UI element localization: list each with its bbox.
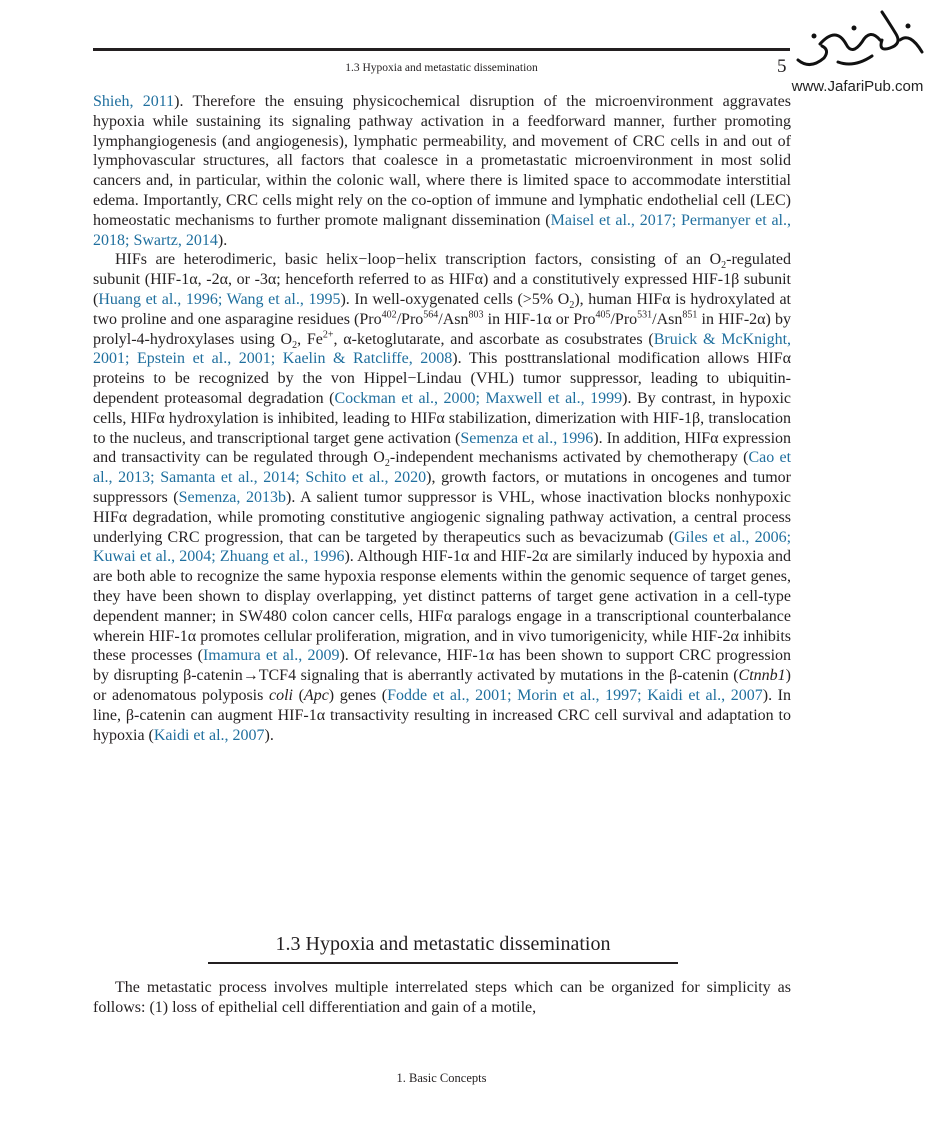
subscript: 2 <box>384 458 390 470</box>
text-run: ), growth factors, or mutations in oncogenes and tumor suppressors ( <box>93 469 792 506</box>
watermark-url: www.JafariPub.com <box>791 78 924 95</box>
citation-link[interactable]: Cockman et al., 2000; Maxwell et al., 1999 <box>334 389 623 407</box>
superscript: 564 <box>423 309 439 321</box>
text-run: ). <box>264 726 274 744</box>
page-footer: 1. Basic Concepts <box>396 1071 487 1085</box>
citation-link[interactable]: Semenza, 2013b <box>178 488 287 506</box>
citation-link[interactable]: Cao et al., 2013; Samanta et al., 2014; Schito et al., 2020 <box>93 449 792 487</box>
text-run: ). In line, β-catenin can augment HIF-1α transactivity resulting in increased CRC cell survival and adaptation to hypoxia ( <box>93 686 792 744</box>
text-run: ) genes ( <box>328 686 388 704</box>
citation-link[interactable]: Huang et al., 1996; Wang et al., 1995 <box>98 290 341 308</box>
citation-link[interactable]: Bruick & McKnight, 2001; Epstein et al., 2001; Kaelin & Ratcliffe, 2008 <box>93 330 792 368</box>
superscript: 405 <box>595 309 611 321</box>
text-run: -independent mechanisms activated by chemotherapy ( <box>389 449 749 467</box>
text-run: ). Of relevance, HIF-1α has been shown to support CRC progression by disrupting β-catenin→TCF4 signaling that is aberrantly activated by mutations in the β-catenin ( <box>93 647 792 685</box>
citation-link[interactable]: Maisel et al., 2017; Permanyer et al., 2018; Swartz, 2014 <box>93 211 792 249</box>
text-run: /Asn <box>438 310 469 328</box>
text-run: ). A salient tumor suppressor is VHL, whose inactivation blocks nonhypoxic HIFα degradation, while promoting constitutive angiogenic signaling pathway activation, a central process underlying CRC progression, that can be targeted by therapeutics such as bevacizumab ( <box>93 488 792 546</box>
calligraphy-logo-icon <box>790 4 925 76</box>
subscript: 2 <box>292 339 298 351</box>
italic-term: Apc <box>303 686 329 704</box>
text-run: /Asn <box>652 310 683 328</box>
text-run: , Fe <box>297 330 323 348</box>
text-run: ). By contrast, in hypoxic cells, HIFα hydroxylation is inhibited, leading to HIFα stabilization, dimerization with HIF-1β, translocation to the nucleus, and transcriptional target gene activation ( <box>93 389 792 447</box>
text-run: ). This posttranslational modification allows HIFα proteins to be recognized by the von Hippel−Lindau (VHL) tumor suppressor, leading to ubiquitin-dependent proteasomal degradation ( <box>93 350 791 407</box>
superscript: 2+ <box>322 329 334 341</box>
citation-link[interactable]: Kaidi et al., 2007 <box>153 726 265 744</box>
text-run: HIFs are heterodimeric, basic helix−loop−helix transcription factors, consisting of an O <box>115 251 722 269</box>
text-run: -regulated subunit (HIF-1α, -2α, or -3α; henceforth referred to as HIFα) and a constitutively expressed HIF-1β subunit ( <box>93 251 791 308</box>
citation-link[interactable]: Fodde et al., 2001; Morin et al., 1997; Kaidi et al., 2007 <box>387 686 763 704</box>
header-rule <box>93 48 790 51</box>
text-run: ). In addition, HIFα expression and transactivity can be regulated through O <box>93 429 792 467</box>
text-run: ). Therefore the ensuing physicochemical disruption of the microenvironment aggravates hypoxia while sustaining its signaling pathway activation in a feedforward manner, further promoting lymphangiogenesis (and angiogenesis), lymphatic permeability, and movement of CRC cells in and out of lymphovascular structures, all factors that coalesce in a prometastatic microenvironment in most solid cancers and, in particular, within the colonic wall, where there is limited space to accommodate interstitial edema. Importantly, CRC cells might rely on the co-option of immune and lymphatic endothelial cell (LEC) homeostatic mechanisms to further promote malignant dissemination ( <box>93 93 791 229</box>
text-run: /Pro <box>610 310 638 328</box>
section-heading: 1.3 Hypoxia and metastatic dissemination <box>208 933 678 964</box>
section-text <box>93 978 791 1018</box>
text-run: ( <box>292 686 304 704</box>
text-run: ). In well-oxygenated cells (>5% O <box>340 290 570 308</box>
text-run: /Pro <box>396 310 424 328</box>
text-run: ). Although HIF-1α and HIF-2α are similarly induced by hypoxia and are both able to recognize the same hypoxia response elements within the genomic sequence of target genes, they have been shown to display overlapping, yet distinct patterns of target gene activation in a cell-type dependent manner; in SW480 colon cancer cells, HIFα paralogs engage in a transcriptional counterbalance wherein HIF-1α promotes cellular proliferation, migration, and in vivo tumorigenicity, while HIF-2α inhibits these processes ( <box>93 548 792 665</box>
italic-term: Ctnnb1 <box>738 667 786 685</box>
subscript: 2 <box>569 300 575 312</box>
page-number: 5 <box>777 56 787 77</box>
subscript: 2 <box>721 260 727 272</box>
text-run: , α-ketoglutarate, and ascorbate as cosubstrates ( <box>333 330 654 348</box>
superscript: 531 <box>637 309 653 321</box>
text-run: in HIF-1α or Pro <box>483 310 596 328</box>
paragraph-2 <box>93 250 791 745</box>
superscript: 803 <box>468 309 484 321</box>
paragraph-1 <box>93 92 791 250</box>
citation-link[interactable]: Giles et al., 2006; Kuwai et al., 2004; Zhuang et al., 1996 <box>93 528 792 566</box>
italic-term: coli <box>268 686 293 704</box>
publisher-logo <box>790 4 925 96</box>
superscript: 402 <box>381 309 397 321</box>
superscript: 851 <box>682 309 698 321</box>
running-head: 1.3 Hypoxia and metastatic dissemination <box>345 62 538 74</box>
citation-link[interactable]: Shieh, 2011 <box>93 93 175 110</box>
text-run: ). <box>217 231 228 249</box>
text-run: in HIF-2α) by prolyl-4-hydroxylases using O <box>93 310 792 348</box>
text-run: ), human HIFα is hydroxylated at two proline and one asparagine residues (Pro <box>93 290 791 328</box>
section-paragraph: The metastatic process involves multiple interrelated steps which can be organized for simplicity as follows: (1) loss of epithelial cell differentiation and gain of a motile, <box>93 979 791 1016</box>
citation-link[interactable]: Imamura et al., 2009 <box>202 647 340 665</box>
citation-link[interactable]: Semenza et al., 1996 <box>460 429 594 447</box>
text-run: ) or adenomatous polyposis <box>93 667 791 704</box>
main-text <box>93 92 791 745</box>
